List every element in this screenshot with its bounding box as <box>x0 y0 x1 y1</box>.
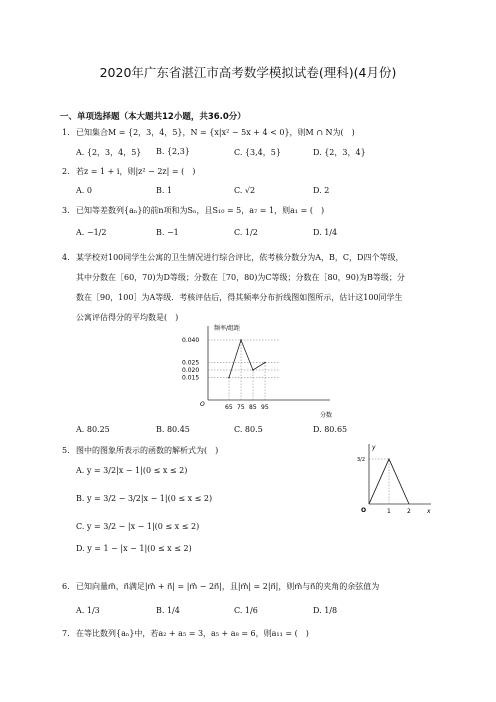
origin-label: O <box>200 401 205 408</box>
x-tick-label: 65 <box>225 404 233 411</box>
q5-option-d[interactable]: D. y = 1 − |x − 1|(0 ≤ x ≤ 2) <box>76 544 192 553</box>
data-point <box>252 369 254 371</box>
x-tick-label: 1 <box>387 508 391 515</box>
q2-number: 2. <box>62 167 70 176</box>
q6-option-d[interactable]: D. 1/8 <box>313 606 338 615</box>
q2-stem: 若z = 1 + i，则|z² − 2z| = ( ) <box>76 167 196 176</box>
q4-line-1: 某学校对100同学生公寓的卫生情况进行综合评比，依考核分数分为A，B，C，D四个等级， <box>76 253 404 262</box>
y-axis-label: 频率/组距 <box>214 325 241 332</box>
y-tick-label: 0.025 <box>182 359 200 367</box>
q3-stem: 已知等差数列{aₙ}的前n项和为Sₙ，且S₁₀ = 5，a₇ = 1，则a₁ = ( ) <box>76 206 325 215</box>
q2-option-b[interactable]: B. 1 <box>156 186 173 195</box>
data-point <box>240 339 242 341</box>
q5-option-b[interactable]: B. y = 3/2 − 3/2|x − 1|(0 ≤ x ≤ 2) <box>76 494 213 503</box>
q4-line-4: 公寓评估得分的平均数是( ) <box>76 313 179 322</box>
y-tick-label: 0.020 <box>182 367 200 374</box>
q1-option-d[interactable]: D. {2，3，4} <box>313 148 366 157</box>
x-tick-label: 85 <box>249 404 257 411</box>
frequency-polygon-chart <box>180 320 350 430</box>
q1-option-a[interactable]: A. {2，3，4，5} <box>76 148 142 157</box>
y-tick-label: 0.015 <box>182 374 200 382</box>
q2-option-c[interactable]: C. √2 <box>234 186 256 195</box>
q6-stem: 已知向量m⃗，n⃗满足|m⃗ + n⃗| = |m⃗ − 2n⃗|，且|m⃗| = 2|n⃗|，则m⃗与n⃗的夹角的余弦值为 <box>76 582 380 591</box>
q4-line-3: 数在［90，100］为A等级．考核评估后，得其频率分布折线图如图所示，估计这100同学生 <box>76 293 403 302</box>
q1-option-c[interactable]: C. {3,4，5} <box>234 148 281 157</box>
q1-option-b[interactable]: B. {2,3} <box>156 147 190 156</box>
data-point <box>264 362 266 364</box>
q5-option-c[interactable]: C. y = 3/2 − |x − 1|(0 ≤ x ≤ 2) <box>76 522 200 531</box>
q6-option-c[interactable]: C. 1/6 <box>234 606 258 615</box>
x-tick-label: 95 <box>261 404 269 411</box>
q4-option-d[interactable]: D. 80.65 <box>313 425 348 434</box>
q3-option-b[interactable]: B. −1 <box>156 228 179 237</box>
q4-option-b[interactable]: B. 80.45 <box>156 425 190 434</box>
q3-option-d[interactable]: D. 1/4 <box>313 228 338 237</box>
q3-option-c[interactable]: C. 1/2 <box>234 228 258 237</box>
x-tick-label: 2 <box>407 508 411 515</box>
q2-option-a[interactable]: A. 0 <box>76 186 92 195</box>
q6-number: 6. <box>62 582 70 591</box>
y-axis-label: y <box>372 444 376 451</box>
series-line <box>229 340 265 378</box>
origin-label: O <box>361 507 367 514</box>
data-point <box>228 377 230 379</box>
q4-option-a[interactable]: A. 80.25 <box>76 425 110 434</box>
q3-number: 3. <box>62 206 70 215</box>
q7-number: 7. <box>62 629 70 638</box>
piecewise-function-graph <box>355 440 435 520</box>
q6-option-a[interactable]: A. 1/3 <box>76 606 100 615</box>
x-tick-label: 75 <box>237 404 245 411</box>
page-title: 2020年广东省湛江市高考数学模拟试卷(理科)(4月份) <box>99 65 397 80</box>
q5-option-a[interactable]: A. y = 3/2|x − 1|(0 ≤ x ≤ 2) <box>76 466 188 475</box>
q4-option-c[interactable]: C. 80.5 <box>234 425 263 434</box>
q3-option-a[interactable]: A. −1/2 <box>76 228 107 237</box>
y-tick-label: 3/2 <box>357 457 366 463</box>
x-axis-label: 分数 <box>320 412 333 419</box>
q1-number: 1. <box>62 128 70 137</box>
section-heading: 一、单项选择题（本大题共12小题，共36.0分） <box>60 112 246 122</box>
q5-stem: 图中的图象所表示的函数的解析式为( ) <box>76 446 219 455</box>
q7-stem: 在等比数列{aₙ}中，若a₂ + a₅ = 3，a₅ + a₈ = 6，则a₁₁ = ( ) <box>76 629 309 638</box>
q4-number: 4. <box>62 253 70 262</box>
q4-line-2: 其中分数在［60，70)为D等级；分数在［70，80)为C等级；分数在［80，90)为B等级；分 <box>76 273 405 282</box>
q2-option-d[interactable]: D. 2 <box>313 186 330 195</box>
y-tick-label: 0.040 <box>182 337 200 344</box>
q6-option-b[interactable]: B. 1/4 <box>156 606 180 615</box>
q5-number: 5. <box>62 446 70 455</box>
q1-stem: 已知集合M = {2，3，4，5}，N = {x|x² − 5x + 4 < 0}，则M ∩ N为( ) <box>76 128 355 137</box>
x-axis-label: x <box>427 508 431 515</box>
